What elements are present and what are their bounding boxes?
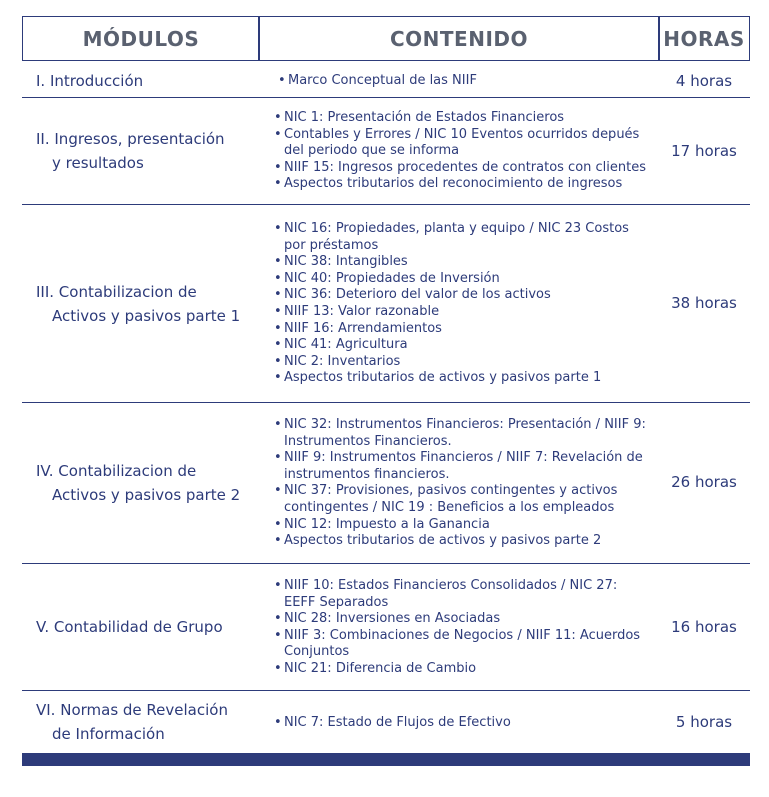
hours-value: 38 horas <box>671 294 737 312</box>
header-horas: HORAS <box>658 16 750 61</box>
table-row <box>22 564 750 691</box>
table-row <box>22 205 750 403</box>
hours-value: 17 horas <box>671 142 737 160</box>
content-list <box>278 73 654 90</box>
content-item: • NIC 40: Propiedades de Inversión <box>274 271 650 288</box>
header-contenido: CONTENIDO <box>258 16 660 61</box>
module-name <box>36 69 256 93</box>
content-item: • Aspectos tributarios de activos y pasivos parte 1 <box>274 370 650 387</box>
content-item: • NIC 1: Presentación de Estados Financieros <box>274 110 650 127</box>
content-list <box>274 715 650 732</box>
content-item: • NIC 12: Impuesto a la Ganancia <box>274 517 650 534</box>
table-row <box>22 63 750 98</box>
content-item: • NIC 28: Inversiones en Asociadas <box>274 611 650 628</box>
content-item: • NIC 2: Inventarios <box>274 354 650 371</box>
content-item: • Aspectos tributarios de activos y pasivos parte 2 <box>274 533 650 550</box>
content-list <box>274 110 650 193</box>
content-item: • NIC 36: Deterioro del valor de los activos <box>274 287 650 304</box>
content-item: • NIIF 15: Ingresos procedentes de contratos con clientes <box>274 160 650 177</box>
module-name-line1: V. Contabilidad de Grupo <box>36 618 223 636</box>
hours-value: 4 horas <box>675 72 733 90</box>
content-item: • Contables y Errores / NIC 10 Eventos ocurridos depués del periodo que se informa <box>274 127 650 160</box>
bottom-bar <box>22 753 750 766</box>
table-row <box>22 98 750 205</box>
module-name <box>36 280 256 328</box>
content-item: • NIC 7: Estado de Flujos de Efectivo <box>274 715 650 732</box>
module-name <box>36 127 256 175</box>
table-row <box>22 691 750 753</box>
content-list <box>274 221 650 387</box>
module-name <box>36 698 256 746</box>
content-item: • NIIF 10: Estados Financieros Consolidados / NIC 27: EEFF Separados <box>274 578 650 611</box>
content-item: • NIC 16: Propiedades, planta y equipo / NIC 23 Costos por préstamos <box>274 221 650 254</box>
content-item: • NIIF 3: Combinaciones de Negocios / NIIF 11: Acuerdos Conjuntos <box>274 628 650 661</box>
content-item: • NIC 32: Instrumentos Financieros: Presentación / NIIF 9: Instrumentos Financieros. <box>274 417 650 450</box>
module-name-line2: Activos y pasivos parte 2 <box>52 486 241 504</box>
table-row <box>22 403 750 564</box>
module-name-line2: de Información <box>52 725 165 743</box>
content-item: • NIIF 9: Instrumentos Financieros / NIIF 7: Revelación de instrumentos financieros. <box>274 450 650 483</box>
hours-value: 5 horas <box>675 713 733 731</box>
content-item: • NIC 21: Diferencia de Cambio <box>274 661 650 678</box>
content-item: • Aspectos tributarios del reconocimiento de ingresos <box>274 176 650 193</box>
module-name-line1: IV. Contabilizacion de <box>36 462 197 480</box>
module-name <box>36 615 256 639</box>
content-list <box>274 578 650 678</box>
content-item: • NIC 38: Intangibles <box>274 254 650 271</box>
module-name-line2: y resultados <box>52 154 144 172</box>
module-name-line1: I. Introducción <box>36 72 144 90</box>
hours-value: 26 horas <box>671 473 737 491</box>
content-item: • NIIF 13: Valor razonable <box>274 304 650 321</box>
content-list <box>274 417 650 550</box>
module-name-line1: VI. Normas de Revelación <box>36 701 228 719</box>
content-item: • NIC 41: Agricultura <box>274 337 650 354</box>
module-name <box>36 459 256 507</box>
content-item: • NIC 37: Provisiones, pasivos contingentes y activos contingentes / NIC 19 : Beneficios a los empleados <box>274 483 650 516</box>
module-name-line1: II. Ingresos, presentación <box>36 130 225 148</box>
content-item: • NIIF 16: Arrendamientos <box>274 321 650 338</box>
header-modulos: MÓDULOS <box>22 16 260 61</box>
module-name-line1: III. Contabilizacion de <box>36 283 197 301</box>
hours-value: 16 horas <box>671 618 737 636</box>
module-name-line2: Activos y pasivos parte 1 <box>52 307 241 325</box>
content-item: • Marco Conceptual de las NIIF <box>278 73 654 90</box>
